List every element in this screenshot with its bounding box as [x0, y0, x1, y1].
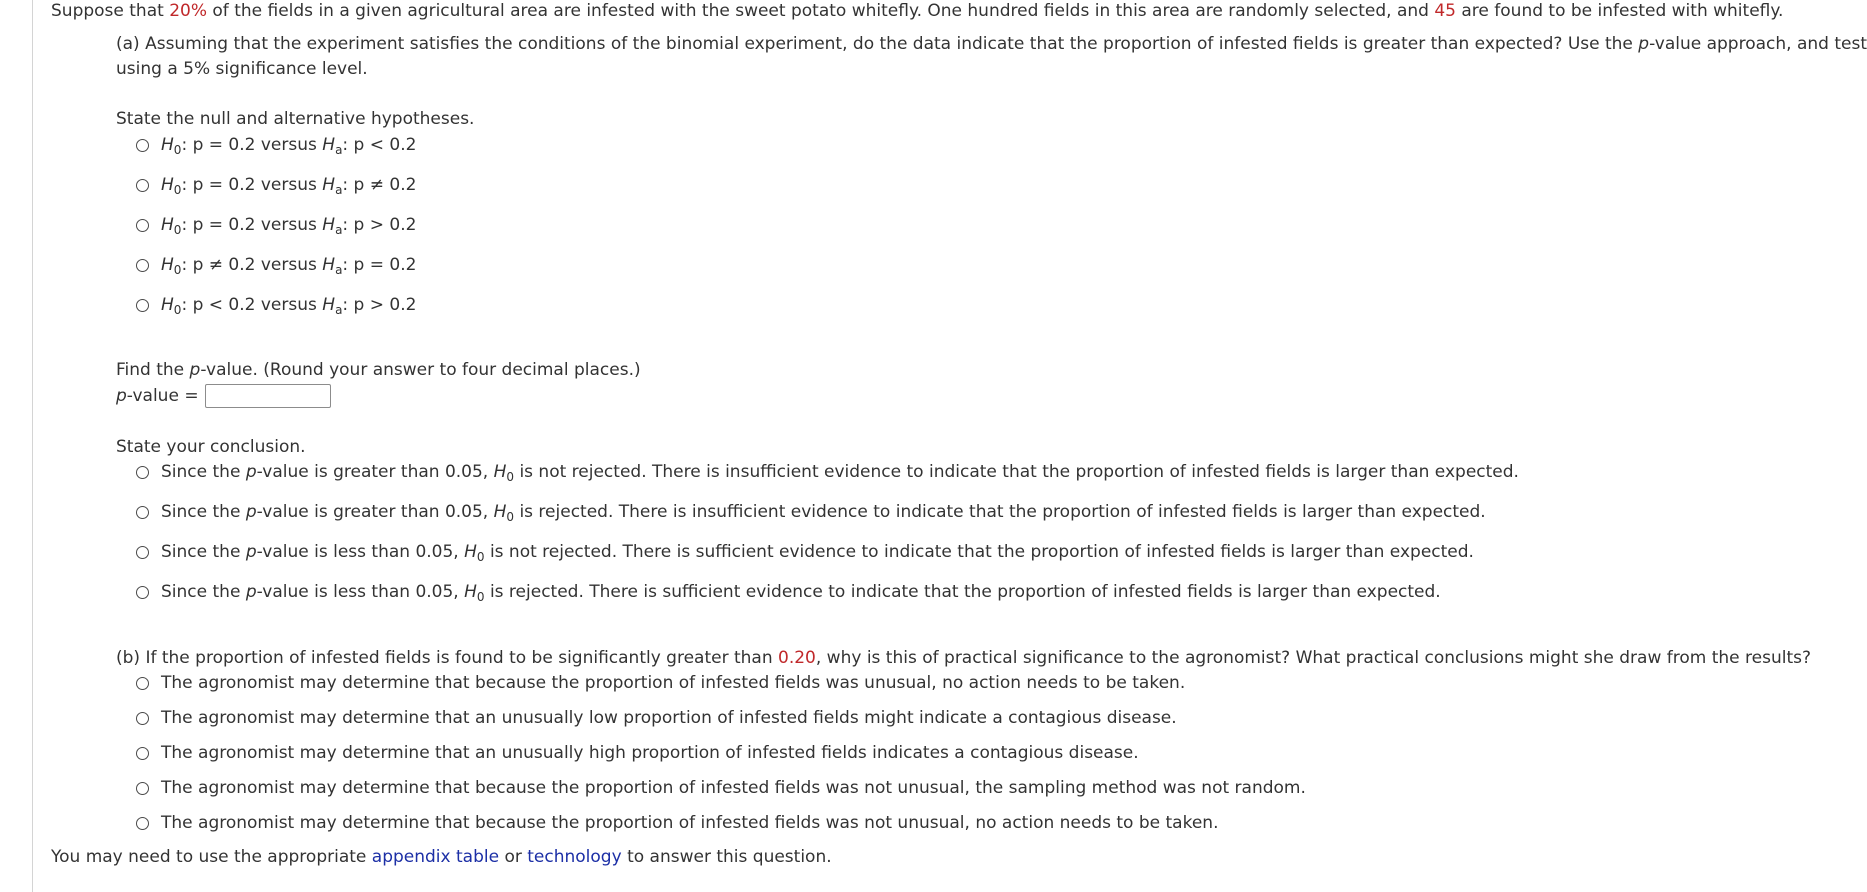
part-a-question-line1: (a) Assuming that the experiment satisfies the conditions of the binomial experiment, do the data indicate that the proportion of infested fields is greater than expected? Use the p-value approach, and test: [116, 34, 1867, 54]
practical-option[interactable]: The agronomist may determine that because the proportion of infested fields was not unusual, the sampling method was not random.: [136, 777, 1306, 799]
conclusion-option[interactable]: Since the p-value is greater than 0.05, $H_0$ is rejected. There is insufficient evidence to indicate that the proportion of infested fields is larger than expected.: [136, 501, 1486, 523]
appendix-table-link[interactable]: appendix table: [371, 847, 500, 867]
hypothesis-option[interactable]: $H_0$: p < 0.2 versus $H_a$: p > 0.2: [136, 294, 416, 316]
radio-button[interactable]: [136, 506, 149, 519]
threshold-value: 0.20: [778, 648, 816, 668]
radio-button[interactable]: [136, 817, 149, 830]
hypothesis-option[interactable]: $H_0$: p = 0.2 versus $H_a$: p ≠ 0.2: [136, 174, 416, 196]
radio-button[interactable]: [136, 179, 149, 192]
hypotheses-prompt: State the null and alternative hypotheses.: [116, 109, 475, 129]
radio-button[interactable]: [136, 677, 149, 690]
practical-option[interactable]: The agronomist may determine that an unusually high proportion of infested fields indicates a contagious disease.: [136, 742, 1139, 764]
radio-button[interactable]: [136, 219, 149, 232]
pvalue-row: p-value =: [116, 384, 331, 408]
radio-button[interactable]: [136, 747, 149, 760]
problem-intro: Suppose that 20% of the fields in a given agricultural area are infested with the sweet potato whitefly. One hundred fields in this area are randomly selected, and 45 are found to be infested with whitefly.: [51, 1, 1784, 21]
part-a-question-line2: using a 5% significance level.: [116, 59, 368, 79]
practical-option[interactable]: The agronomist may determine that because the proportion of infested fields was unusual, no action needs to be taken.: [136, 672, 1185, 694]
practical-option[interactable]: The agronomist may determine that because the proportion of infested fields was not unusual, no action needs to be taken.: [136, 812, 1218, 834]
infested-count: 45: [1434, 1, 1456, 21]
radio-button[interactable]: [136, 782, 149, 795]
conclusion-option[interactable]: Since the p-value is greater than 0.05, $H_0$ is not rejected. There is insufficient evidence to indicate that the proportion of infested fields is larger than expected.: [136, 461, 1519, 483]
conclusion-option[interactable]: Since the p-value is less than 0.05, $H_0$ is not rejected. There is sufficient evidence to indicate that the proportion of infested fields is larger than expected.: [136, 541, 1474, 563]
hypothesis-option[interactable]: $H_0$: p = 0.2 versus $H_a$: p > 0.2: [136, 214, 416, 236]
pvalue-prompt: Find the p-value. (Round your answer to four decimal places.): [116, 360, 641, 380]
radio-button[interactable]: [136, 586, 149, 599]
radio-button[interactable]: [136, 259, 149, 272]
radio-button[interactable]: [136, 712, 149, 725]
percent-value: 20%: [169, 1, 207, 21]
radio-button[interactable]: [136, 466, 149, 479]
left-border: [32, 0, 33, 892]
hypothesis-option[interactable]: $H_0$: p = 0.2 versus $H_a$: p < 0.2: [136, 134, 416, 156]
technology-link[interactable]: technology: [527, 847, 622, 867]
footer-note: You may need to use the appropriate appendix table or technology to answer this question.: [51, 847, 832, 867]
part-b-question: (b) If the proportion of infested fields is found to be significantly greater than 0.20, why is this of practical significance to the agronomist? What practical conclusions might she draw from the results?: [116, 648, 1812, 668]
radio-button[interactable]: [136, 139, 149, 152]
conclusion-prompt: State your conclusion.: [116, 437, 306, 457]
radio-button[interactable]: [136, 546, 149, 559]
practical-option[interactable]: The agronomist may determine that an unusually low proportion of infested fields might indicate a contagious disease.: [136, 707, 1177, 729]
pvalue-input[interactable]: [205, 384, 331, 408]
conclusion-option[interactable]: Since the p-value is less than 0.05, $H_0$ is rejected. There is sufficient evidence to indicate that the proportion of infested fields is larger than expected.: [136, 581, 1441, 603]
radio-button[interactable]: [136, 299, 149, 312]
hypothesis-option[interactable]: $H_0$: p ≠ 0.2 versus $H_a$: p = 0.2: [136, 254, 416, 276]
